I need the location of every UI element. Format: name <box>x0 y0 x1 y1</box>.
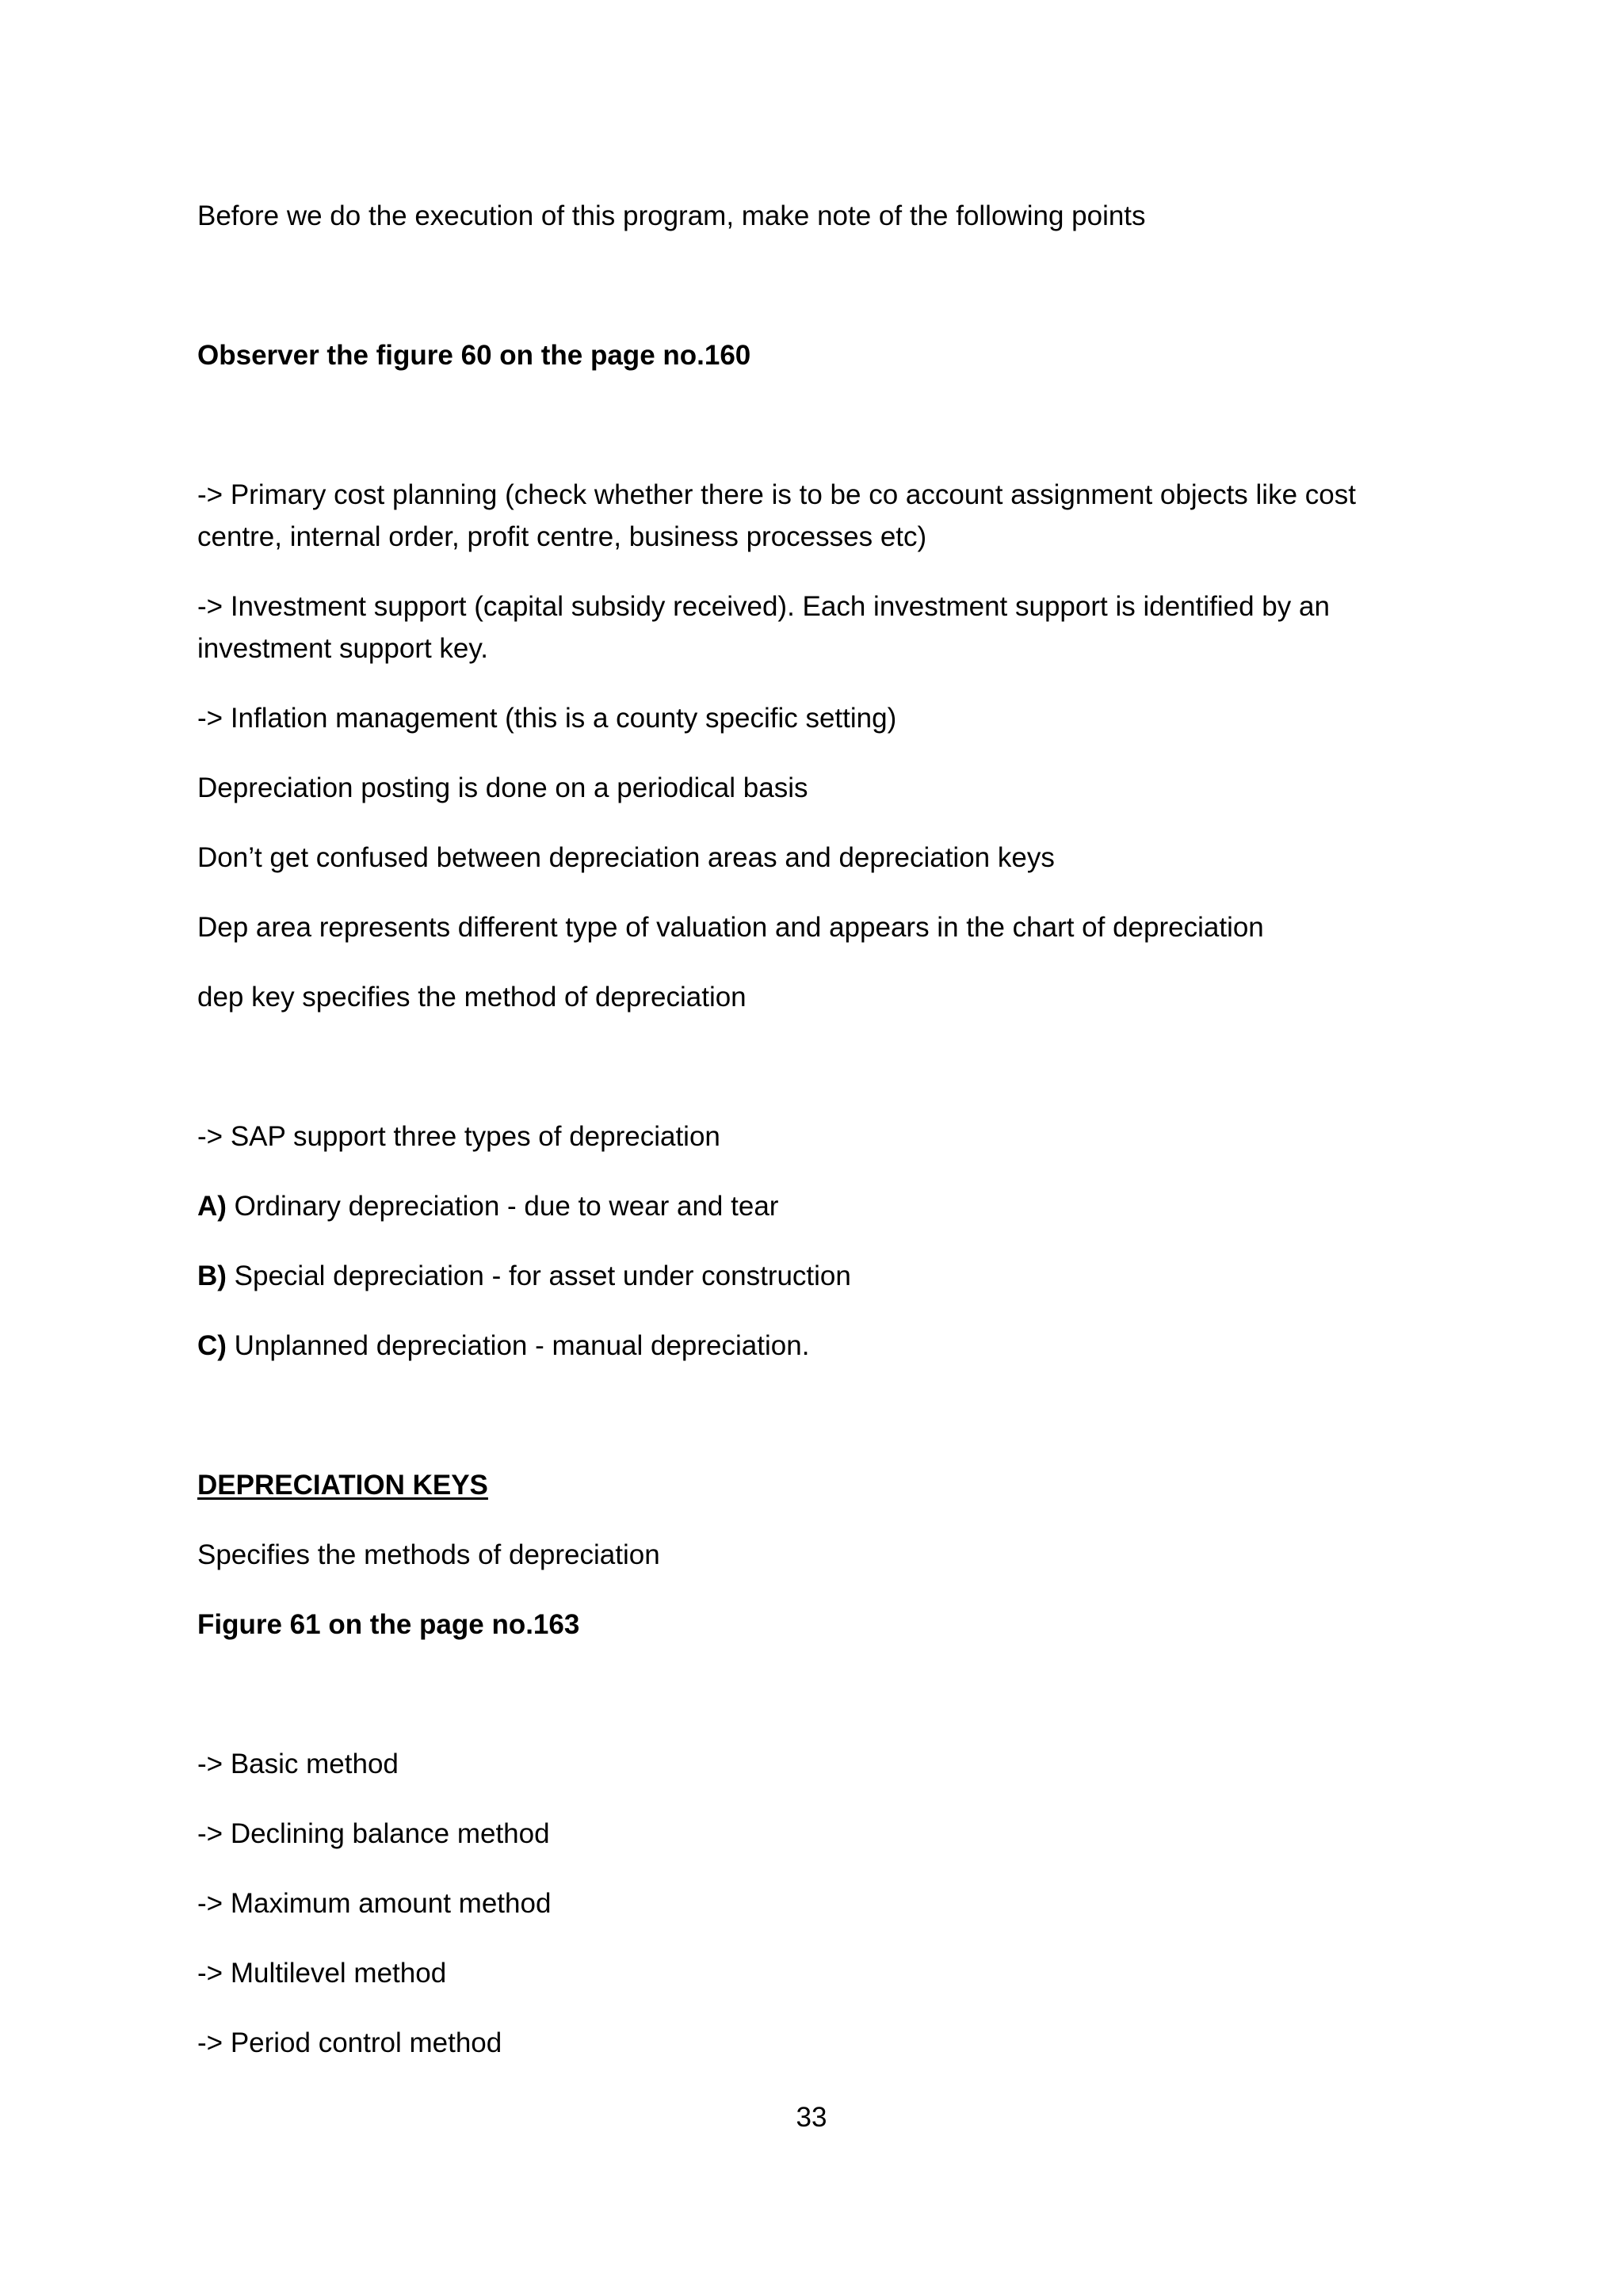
depreciation-keys-heading: DEPRECIATION KEYS <box>197 1470 488 1501</box>
method-item: -> Multilevel method <box>197 1958 447 1989</box>
figure-60-reference: Observer the figure 60 on the page no.160 <box>197 340 751 371</box>
type-text: Ordinary depreciation - due to wear and tear <box>226 1191 779 1222</box>
intro-paragraph: Before we do the execution of this program, make note of the following points <box>197 200 1146 231</box>
sap-depreciation-types-intro: -> SAP support three types of depreciation <box>197 1121 720 1152</box>
depreciation-type-c <box>197 1325 1434 1367</box>
depreciation-type-a <box>197 1185 1434 1227</box>
method-item: -> Declining balance method <box>197 1818 550 1849</box>
investment-support-item: -> Investment support (capital subsidy received). Each investment support is identified by an investment support key. <box>197 591 1330 664</box>
dep-key-definition: dep key specifies the method of depreciation <box>197 982 747 1013</box>
dep-area-definition: Dep area represents different type of valuation and appears in the chart of depreciation <box>197 912 1264 943</box>
type-text: Special depreciation - for asset under construction <box>226 1261 851 1291</box>
type-label: A) <box>197 1191 227 1222</box>
method-item: -> Basic method <box>197 1749 399 1779</box>
method-item: -> Period control method <box>197 2027 502 2058</box>
type-label: B) <box>197 1261 227 1291</box>
depreciation-type-b <box>197 1255 1434 1297</box>
method-item: -> Maximum amount method <box>197 1888 552 1919</box>
primary-cost-planning-item: -> Primary cost planning (check whether there is to be co account assignment objects like cost centre, internal order, profit centre, business processes etc) <box>197 479 1356 552</box>
inflation-management-item: -> Inflation management (this is a county specific setting) <box>197 703 897 734</box>
figure-61-reference: Figure 61 on the page no.163 <box>197 1609 580 1640</box>
areas-vs-keys-text: Don’t get confused between depreciation areas and depreciation keys <box>197 842 1055 873</box>
keys-specifies-text: Specifies the methods of depreciation <box>197 1539 660 1570</box>
type-text: Unplanned depreciation - manual depreciation. <box>226 1330 810 1361</box>
page-number: 33 <box>796 2102 827 2133</box>
depreciation-posting-text: Depreciation posting is done on a periodical basis <box>197 772 808 803</box>
type-label: C) <box>197 1330 227 1361</box>
